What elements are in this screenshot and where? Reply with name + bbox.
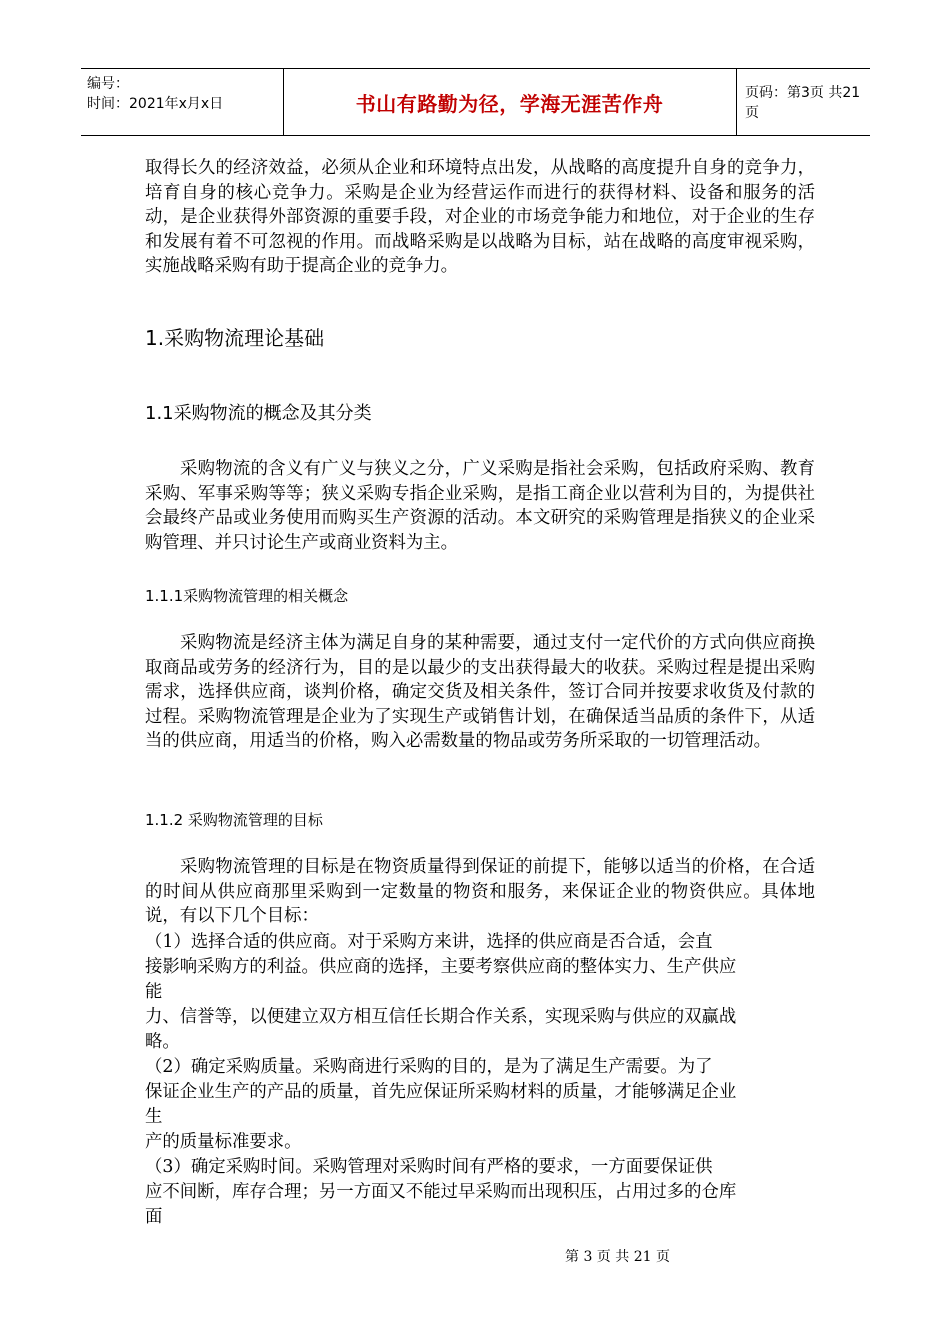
section-1-1-2-heading: 1.1.2 采购物流管理的目标 — [145, 811, 323, 829]
list-line: 力、信誉等，以便建立双方相互信任长期合作关系，实现采购与供应的双赢战 — [145, 1007, 737, 1027]
list-line: 能 — [145, 982, 163, 1002]
list-line: 应不间断，库存合理；另一方面又不能过早采购而出现积压，占用过多的仓库 — [145, 1182, 737, 1202]
list-line: 保证企业生产的产品的质量，首先应保证所采购材料的质量，才能够满足企业 — [145, 1082, 737, 1102]
section-1-1-2-body — [145, 855, 815, 929]
header-page-cell — [737, 69, 870, 135]
list-line: 面 — [145, 1207, 163, 1227]
section-1-1-1-body — [145, 631, 815, 754]
page-header — [81, 68, 870, 136]
header-motto: 书山有路勤为径，学海无涯苦作舟 — [355, 91, 664, 116]
list-line: 生 — [145, 1107, 163, 1127]
section-1-1-2-paragraph: 采购物流管理的目标是在物资质量得到保证的前提下，能够以适当的价格，在合适的时间从供应商那里采购到一定数量的物资和服务，来保证企业的物资供应。具体地说，有以下几个目标： — [145, 857, 815, 926]
section-1-heading: 1.采购物流理论基础 — [145, 326, 325, 350]
header-motto-cell — [283, 69, 737, 135]
section-1-1-body — [145, 457, 815, 555]
intro-paragraph: 取得长久的经济效益，必须从企业和环境特点出发，从战略的高度提升自身的竞争力，培育自身的核心竞争力。采购是企业为经营运作而进行的获得材料、设备和服务的活动，是企业获得外部资源的重要手段，对企业的市场竞争能力和地位，对于企业的生存和发展有着不可忽视的作用。而战略采购是以战略为目标，站在战略的高度审视采购，实施战略采购有助于提高企业的竞争力。 — [145, 158, 815, 276]
list-line: （3）确定采购时间。采购管理对采购时间有严格的要求，一方面要保证供 — [145, 1157, 713, 1177]
list-line: （1）选择合适的供应商。对于采购方来讲，选择的供应商是否合适，会直 — [145, 932, 713, 952]
section-1-1-1-heading: 1.1.1采购物流管理的相关概念 — [145, 587, 349, 605]
list-line: 产的质量标准要求。 — [145, 1132, 302, 1152]
document-number-label: 编号： — [87, 76, 129, 92]
list-line: 略。 — [145, 1032, 180, 1052]
list-line: （2）确定采购质量。采购商进行采购的目的，是为了满足生产需要。为了 — [145, 1057, 713, 1077]
section-1-1-heading: 1.1采购物流的概念及其分类 — [145, 403, 372, 424]
intro-paragraph-block — [145, 156, 815, 279]
list-line: 接影响采购方的利益。供应商的选择，主要考察供应商的整体实力、生产供应 — [145, 957, 737, 977]
document-time-label: 时间：2021年x月x日 — [87, 96, 224, 112]
section-1-1-paragraph: 采购物流的含义有广义与狭义之分，广义采购是指社会采购，包括政府采购、教育采购、军事采购等等；狭义采购专指企业采购，是指工商企业以营利为目的，为提供社会最终产品或业务使用而购买生产资源的活动。本文研究的采购管理是指狭义的企业采购管理、并只讨论生产或商业资料为主。 — [145, 459, 815, 553]
header-page-number: 页码：第3页 共21页 — [745, 85, 861, 121]
page-footer: 第 3 页 共 21 页 — [565, 1249, 670, 1265]
objectives-list — [145, 930, 815, 1230]
section-1-1-1-paragraph: 采购物流是经济主体为满足自身的某种需要，通过支付一定代价的方式向供应商换取商品或劳务的经济行为，目的是以最少的支出获得最大的收获。采购过程是提出采购需求，选择供应商，谈判价格，确定交货及相关条件，签订合同并按要求收货及付款的过程。采购物流管理是企业为了实现生产或销售计划，在确保适当品质的条件下，从适当的供应商，用适当的价格，购入必需数量的物品或劳务所采取的一切管理活动。 — [145, 633, 815, 751]
header-meta-cell — [81, 69, 284, 135]
